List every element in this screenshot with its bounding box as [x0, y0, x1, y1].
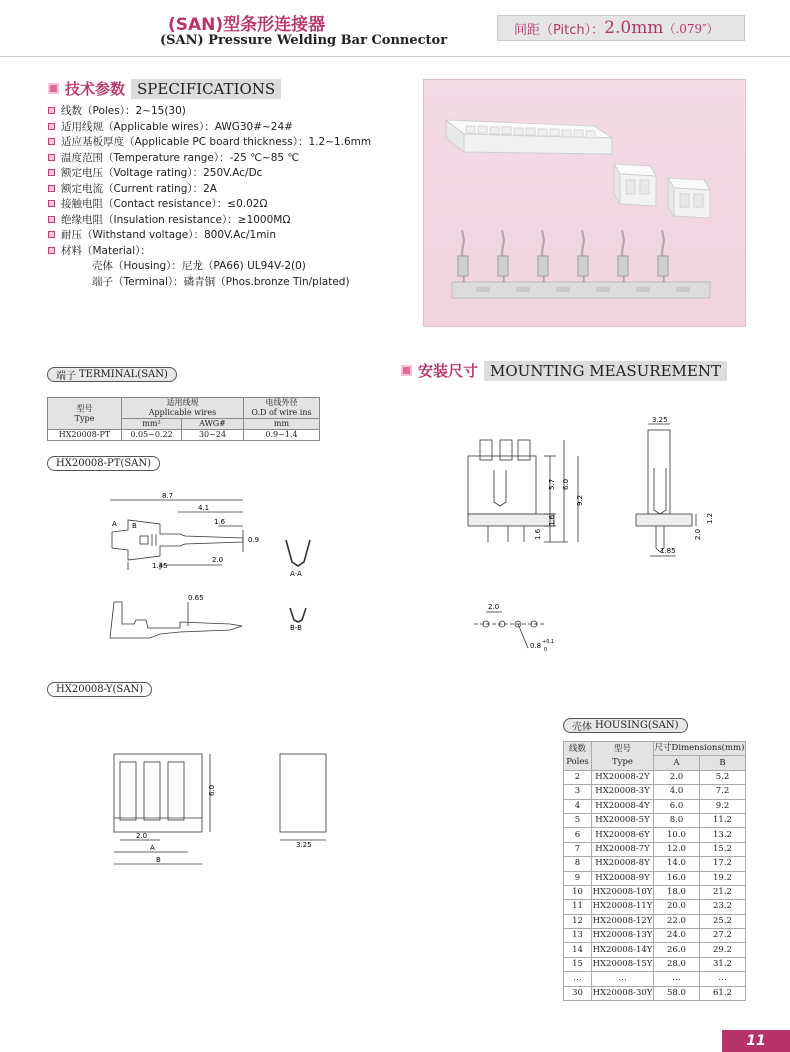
table-row — [564, 986, 746, 1000]
dim-mm-12: 1.2 — [706, 512, 714, 524]
housing-label-cn: 壳体 — [572, 722, 592, 733]
housing-table-body — [564, 770, 746, 1000]
housing-label-en: HOUSING(SAN) — [595, 720, 679, 731]
spec-item — [48, 119, 418, 135]
dim-pt-b: B — [132, 522, 137, 530]
cell-a: 8.0 — [654, 813, 700, 827]
cell-b: 13.2 — [699, 828, 745, 842]
pt-drawing-label: HX20008-PT(SAN) — [47, 456, 160, 471]
cell-poles: 14 — [564, 943, 592, 957]
dim-mm-16b: 1.6 — [534, 528, 542, 540]
dim-mm-185: 1.85 — [660, 547, 676, 555]
table-row — [564, 957, 746, 971]
cell-poles: 3 — [564, 785, 592, 799]
housing-label — [563, 718, 688, 733]
dim-hy-60: 6.0 — [208, 784, 216, 796]
cell-b: 9.2 — [699, 799, 745, 813]
page-title-cn: (SAN)型条形连接器 — [168, 15, 326, 35]
bullet-icon — [48, 123, 55, 130]
cell-a: 16.0 — [654, 871, 700, 885]
cell-b: 27.2 — [699, 929, 745, 943]
cell-b: 11.2 — [699, 813, 745, 827]
spec-item — [48, 227, 418, 243]
cell-a: 10.0 — [654, 828, 700, 842]
table-row — [564, 828, 746, 842]
page-number: 11 — [722, 1030, 790, 1052]
cell-poles: 10 — [564, 885, 592, 899]
cell-type: HX20008-4Y — [592, 799, 654, 813]
cell-type: HX20008-11Y — [592, 900, 654, 914]
cell-poles: 30 — [564, 986, 592, 1000]
terminal-table — [47, 397, 320, 441]
dim-hy-325: 3.25 — [296, 841, 312, 849]
cell-poles: 5 — [564, 813, 592, 827]
housing-drawing — [100, 740, 340, 880]
spec-text: 绝缘电阻（Insulation resistance）：≥1000MΩ — [61, 213, 291, 226]
spec-text: 适用线规（Applicable wires）：AWG30#~24# — [61, 120, 293, 133]
pitch-box — [497, 15, 745, 41]
cell-b: 23.2 — [699, 900, 745, 914]
th-mm: mm — [244, 419, 320, 430]
cell-type: … — [592, 972, 654, 986]
cell-type: HX20008-PT — [48, 430, 122, 441]
cell-b: 5.2 — [699, 770, 745, 784]
spec-text: 适应基板厚度（Applicable PC board thickness）：1.2~1.6mm — [61, 136, 372, 149]
cell-poles: 4 — [564, 799, 592, 813]
th-od: 电线外径 O.D of wire ins — [244, 398, 320, 419]
spec-item — [48, 150, 418, 166]
dim-pt-a: A — [112, 520, 117, 528]
cell-a: 58.0 — [654, 986, 700, 1000]
small-housing-graphic — [614, 164, 656, 206]
cell-type: HX20008-3Y — [592, 785, 654, 799]
small-housing-graphic — [668, 178, 710, 218]
spec-sub-item: 端子（Terminal）：磷青铜（Phos.bronze Tin/plated) — [92, 275, 350, 288]
dim-fp-20: 2.0 — [488, 603, 500, 611]
spec-item — [48, 165, 418, 181]
cell-type: HX20008-5Y — [592, 813, 654, 827]
product-photo — [423, 79, 746, 327]
bullet-icon — [48, 247, 55, 254]
dim-mm-325: 3.25 — [652, 416, 668, 424]
cell-b: 17.2 — [699, 857, 745, 871]
cell-poles: 15 — [564, 957, 592, 971]
section-aa-label: A-A — [290, 570, 302, 578]
th-type: 型号 Type — [592, 742, 654, 771]
dim-fp-08: 0.8 — [530, 642, 542, 650]
dim-hy-20: 2.0 — [136, 832, 148, 840]
cell-b: 25.2 — [699, 914, 745, 928]
dim-mm-57: 5.7 — [548, 478, 556, 490]
cell-b: 31.2 — [699, 957, 745, 971]
square-bullet-icon — [401, 365, 412, 376]
bullet-icon — [48, 216, 55, 223]
spec-text: 接触电阻（Contact resistance）：≤0.02Ω — [61, 198, 268, 211]
section-bb-label: B-B — [290, 624, 302, 632]
specs-title-en: SPECIFICATIONS — [131, 79, 281, 99]
dim-pt-20: 2.0 — [212, 556, 224, 564]
cell-type: HX20008-2Y — [592, 770, 654, 784]
cell-b: 61.2 — [699, 986, 745, 1000]
cell-od: 0.9~1.4 — [244, 430, 320, 441]
terminal-label-en: TERMINAL(SAN) — [79, 369, 168, 380]
table-row — [564, 857, 746, 871]
cell-type: HX20008-12Y — [592, 914, 654, 928]
spec-item — [48, 134, 418, 150]
cell-b: … — [699, 972, 745, 986]
table-row — [564, 914, 746, 928]
cell-type: HX20008-6Y — [592, 828, 654, 842]
cell-a: 26.0 — [654, 943, 700, 957]
cell-poles: 9 — [564, 871, 592, 885]
dim-pt-87: 8.7 — [162, 492, 174, 500]
cell-awg: 30~24 — [182, 430, 244, 441]
cell-type: HX20008-7Y — [592, 842, 654, 856]
table-row — [564, 813, 746, 827]
table-row — [564, 785, 746, 799]
pitch-value: 2.0mm — [604, 18, 664, 38]
bullet-icon — [48, 169, 55, 176]
cell-mm2: 0.05~0.22 — [122, 430, 182, 441]
bullet-icon — [48, 154, 55, 161]
cell-poles: 6 — [564, 828, 592, 842]
bullet-icon — [48, 107, 55, 114]
th-awg: AWG# — [182, 419, 244, 430]
dim-pt-09: 0.9 — [248, 536, 260, 544]
spec-item — [48, 212, 418, 228]
spec-text: 材料（Material）： — [61, 244, 151, 257]
mounting-drawing — [460, 410, 750, 660]
cell-type: HX20008-13Y — [592, 929, 654, 943]
terminal-drawing — [100, 490, 340, 650]
housing-table — [563, 741, 746, 1001]
specs-title-cn: 技术参数 — [65, 80, 126, 98]
cell-a: 18.0 — [654, 885, 700, 899]
dim-pt-065: 0.65 — [188, 594, 204, 602]
spec-item — [48, 196, 418, 212]
table-row — [564, 885, 746, 899]
terminal-label-cn: 端子 — [56, 371, 76, 382]
table-row — [564, 770, 746, 784]
mounting-section-header — [401, 360, 727, 381]
spec-text: 耐压（Withstand voltage）：800V.Ac/1min — [61, 229, 276, 242]
spec-text: 额定电流（Current rating）：2A — [61, 182, 217, 195]
cell-a: 12.0 — [654, 842, 700, 856]
spec-item — [48, 243, 418, 259]
cell-poles: … — [564, 972, 592, 986]
cell-poles: 13 — [564, 929, 592, 943]
dim-fp-tol-plus: +0.1 — [542, 639, 555, 645]
cell-b: 29.2 — [699, 943, 745, 957]
cell-poles: 7 — [564, 842, 592, 856]
cell-b: 21.2 — [699, 885, 745, 899]
table-row — [564, 972, 746, 986]
mounting-title-en: MOUNTING MEASUREMENT — [484, 361, 727, 381]
cell-a: 22.0 — [654, 914, 700, 928]
page-title-en: (SAN) Pressure Welding Bar Connector — [160, 33, 448, 48]
dim-mm-16: 1.6 — [548, 514, 556, 526]
cell-type: HX20008-30Y — [592, 986, 654, 1000]
dim-hy-a: A — [150, 844, 155, 852]
header-divider — [0, 56, 790, 57]
table-row — [564, 842, 746, 856]
specs-section-header — [48, 78, 281, 99]
spec-text: 额定电压（Voltage rating）：250V.Ac/Dc — [61, 167, 263, 180]
table-row — [564, 929, 746, 943]
spec-list — [48, 103, 418, 289]
cell-poles: 8 — [564, 857, 592, 871]
cell-type: HX20008-9Y — [592, 871, 654, 885]
table-row — [48, 430, 320, 441]
spec-item — [48, 103, 418, 119]
dim-mm-92: 9.2 — [576, 494, 584, 506]
cell-a: 6.0 — [654, 799, 700, 813]
cell-a: 24.0 — [654, 929, 700, 943]
cell-a: 20.0 — [654, 900, 700, 914]
th-poles: 线数 Poles — [564, 742, 592, 771]
th-b: B — [699, 756, 745, 770]
cell-type: HX20008-15Y — [592, 957, 654, 971]
cell-a: 2.0 — [654, 770, 700, 784]
cell-a: 4.0 — [654, 785, 700, 799]
long-housing-graphic — [446, 120, 612, 154]
spec-sub-item: 壳体（Housing）：尼龙（PA66) UL94V-2(0) — [92, 260, 306, 273]
dim-mm-60: 6.0 — [562, 478, 570, 490]
cell-type: HX20008-10Y — [592, 885, 654, 899]
terminal-strip-graphic — [452, 230, 710, 298]
bullet-icon — [48, 200, 55, 207]
housing-drawing-label: HX20008-Y(SAN) — [47, 682, 152, 697]
bullet-icon — [48, 138, 55, 145]
cell-poles: 2 — [564, 770, 592, 784]
cell-b: 15.2 — [699, 842, 745, 856]
spec-text: 温度范围（Temperature range）：-25 ℃~85 ℃ — [61, 151, 300, 164]
bullet-icon — [48, 185, 55, 192]
cell-a: … — [654, 972, 700, 986]
bullet-icon — [48, 231, 55, 238]
dim-hy-b: B — [156, 856, 161, 864]
cell-a: 28.0 — [654, 957, 700, 971]
cell-poles: 12 — [564, 914, 592, 928]
pitch-inch: （.079″） — [663, 21, 719, 36]
cell-type: HX20008-8Y — [592, 857, 654, 871]
mounting-title-cn: 安装尺寸 — [418, 362, 479, 380]
cell-b: 19.2 — [699, 871, 745, 885]
table-row — [564, 799, 746, 813]
pitch-label: 间距（Pitch）： — [514, 22, 605, 38]
spec-text: 线数（Poles）：2~15(30) — [61, 105, 186, 118]
th-dims: 尺寸Dimensions(mm) — [654, 742, 746, 756]
dim-mm-20: 2.0 — [694, 528, 702, 540]
square-bullet-icon — [48, 83, 59, 94]
dim-fp-tol-zero: 0 — [544, 647, 548, 653]
connector-photo-illustration — [424, 80, 747, 328]
cell-a: 14.0 — [654, 857, 700, 871]
table-row — [564, 871, 746, 885]
th-type: 型号 Type — [48, 398, 122, 430]
th-a: A — [654, 756, 700, 770]
th-wires: 适用线规 Applicable wires — [122, 398, 244, 419]
th-mm2: mm² — [122, 419, 182, 430]
dim-pt-41: 4.1 — [198, 504, 210, 512]
table-row — [564, 943, 746, 957]
table-row — [564, 900, 746, 914]
cell-type: HX20008-14Y — [592, 943, 654, 957]
spec-item — [48, 181, 418, 197]
dim-pt-145: 1.45 — [152, 562, 168, 570]
dim-pt-16: 1.6 — [214, 518, 226, 526]
terminal-label — [47, 367, 177, 382]
cell-b: 7.2 — [699, 785, 745, 799]
cell-poles: 11 — [564, 900, 592, 914]
